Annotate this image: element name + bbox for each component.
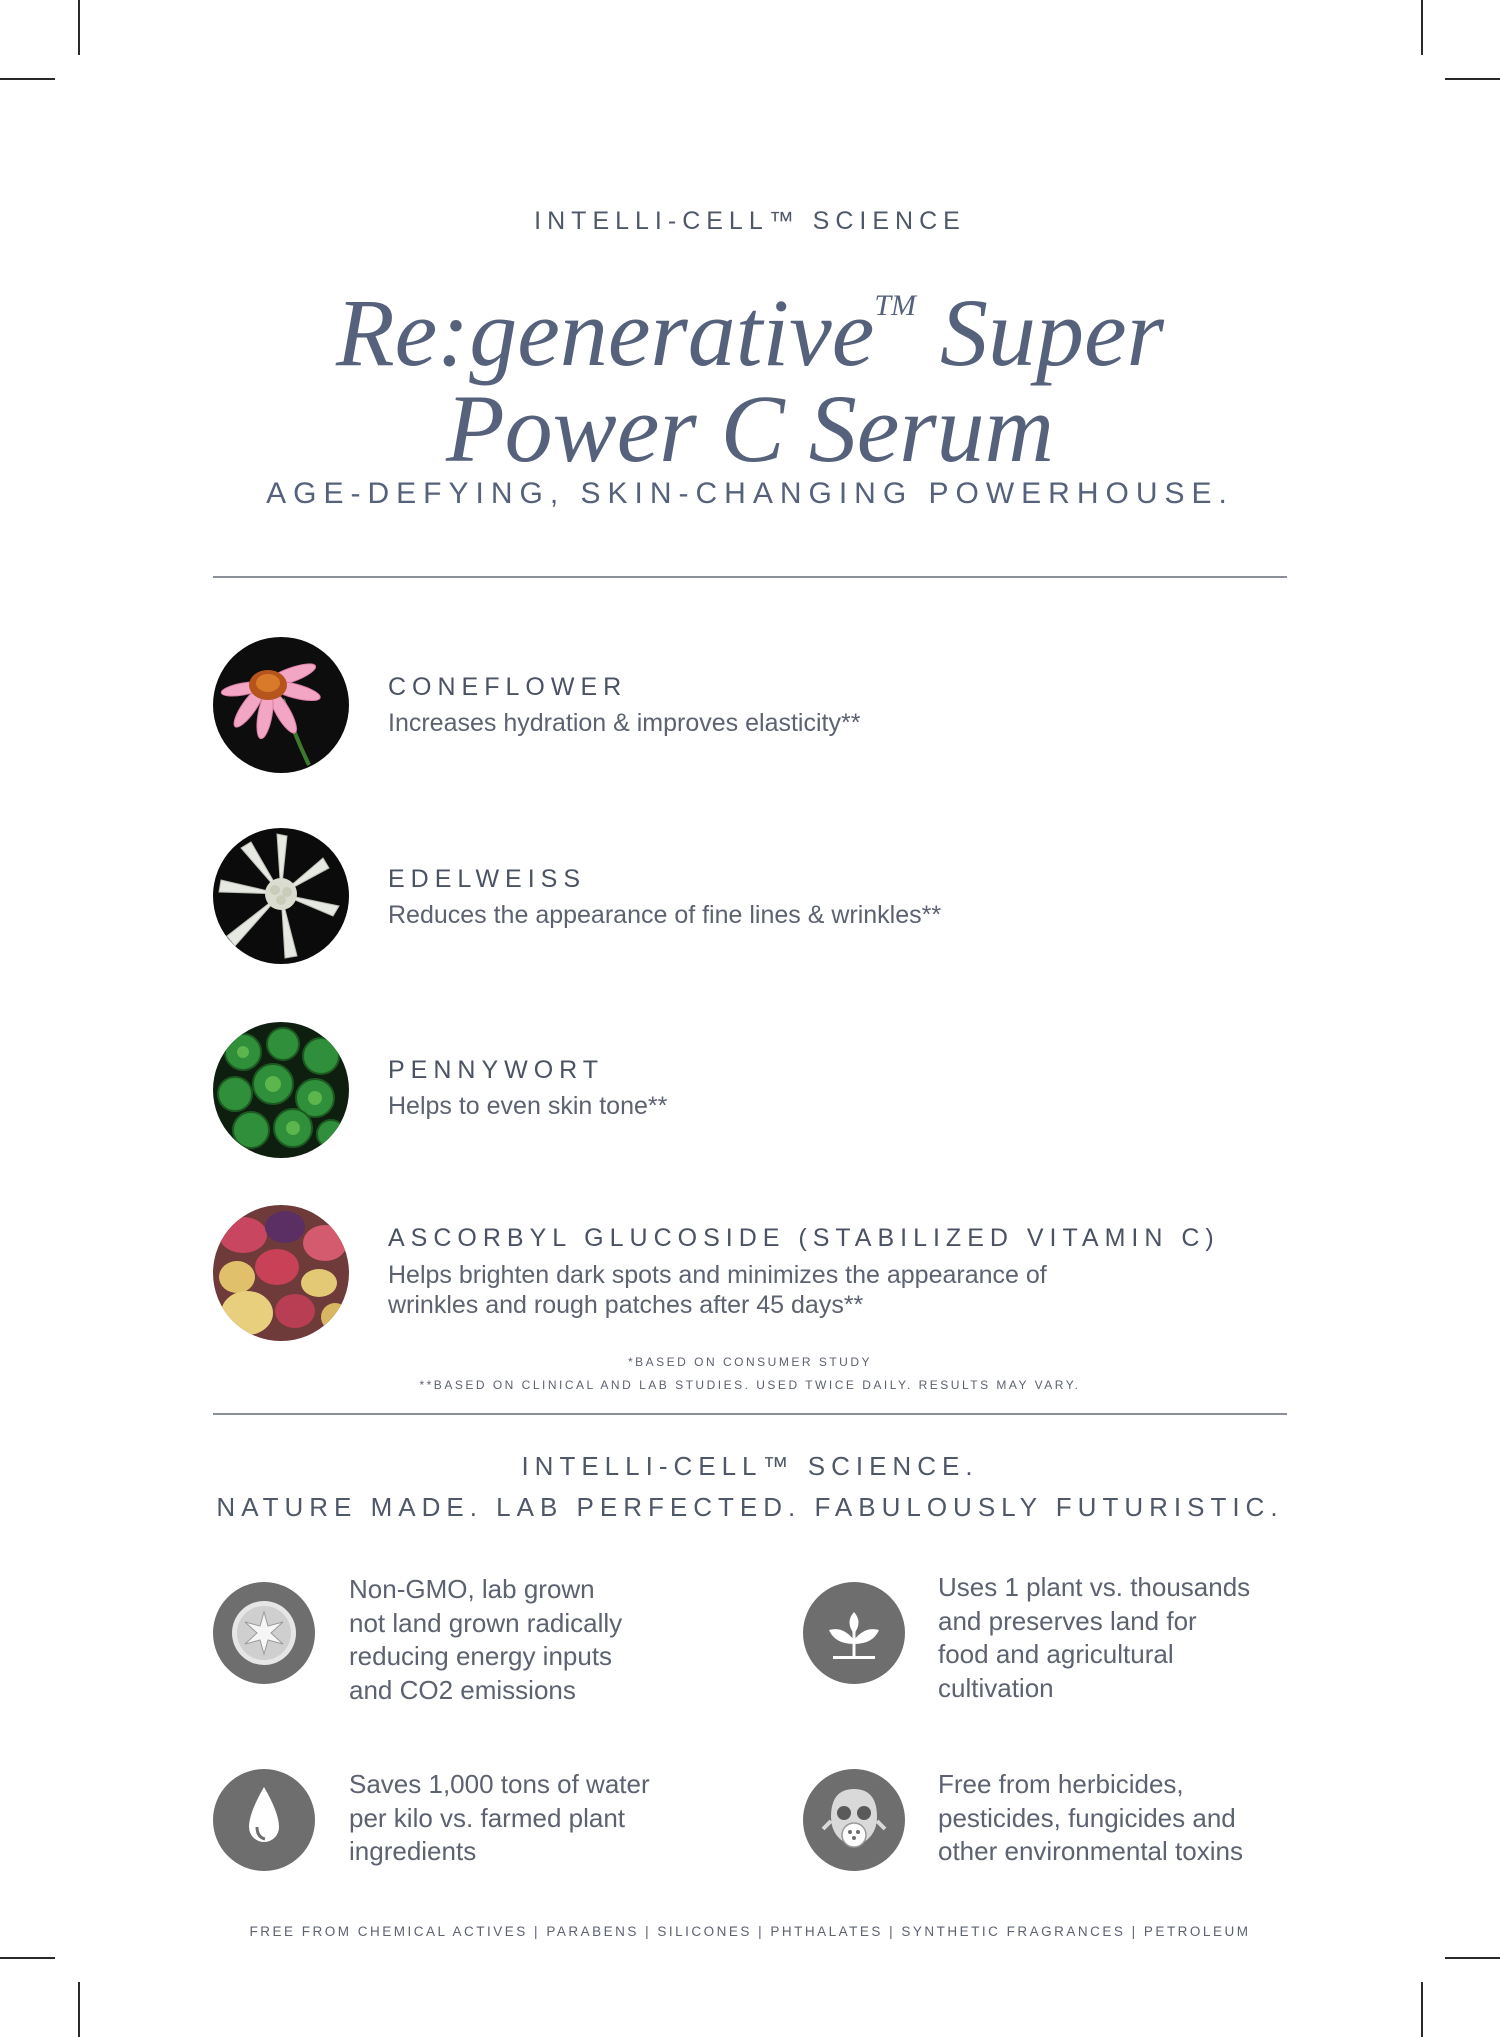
pennywort-image [213,1022,349,1158]
ingredient-name: PENNYWORT [388,1056,605,1084]
crop-mark [78,1982,80,2037]
footnote-consumer-study: *BASED ON CONSUMER STUDY [627,1355,873,1369]
sprout-icon [803,1582,905,1684]
crop-mark [1445,1957,1500,1959]
benefit-text [938,1571,1378,1705]
crop-mark [0,1957,55,1959]
ingredient-pennywort [213,1022,1293,1162]
benefit-lab-grown [213,1573,813,1713]
ingredient-description: Helps to even skin tone** [388,1092,668,1120]
title-word-regenerative: Re:generative [335,279,875,386]
gas-mask-icon [803,1769,905,1871]
benefit-text [938,1768,1378,1869]
ingredient-coneflower [213,637,1293,777]
description-line: Helps brighten dark spots and minimizes the appearance of [388,1261,1047,1289]
crop-mark [0,78,55,80]
ingredient-description [388,1260,1248,1320]
coneflower-image [213,637,349,773]
title-word-super: Super [940,279,1164,386]
benefit-line: Uses 1 plant vs. thousands [938,1572,1251,1602]
benefit-line: ingredients [349,1836,477,1866]
benefit-one-plant [803,1571,1403,1711]
trademark-mark: TM [874,289,917,322]
benefit-line: Non-GMO, lab grown [349,1574,595,1604]
science-subheading: NATURE MADE. LAB PERFECTED. FABULOUSLY FUTURISTIC. [216,1492,1284,1522]
ingredient-edelweiss [213,828,1293,968]
plant-cell-icon [213,1582,315,1684]
benefit-text [349,1768,789,1869]
crop-mark [1445,78,1500,80]
ingredient-name: CONEFLOWER [388,673,628,701]
benefit-line: not land grown radically [349,1607,623,1638]
description-line: wrinkles and rough patches after 45 days** [388,1291,864,1319]
benefit-line: reducing energy inputs [349,1641,613,1671]
title-line-1 [0,258,1500,386]
benefit-line: other environmental toxins [938,1836,1243,1866]
benefit-line: pesticides, fungicides and [938,1802,1236,1833]
benefit-line: per kilo vs. farmed plant [349,1802,626,1833]
product-title [0,258,1500,482]
benefit-line: food and agricultural [938,1639,1174,1669]
benefit-line: Saves 1,000 tons of water [349,1769,650,1799]
footnote-clinical-studies: **BASED ON CLINICAL AND LAB STUDIES. USED TWICE DAILY. RESULTS MAY VARY. [419,1378,1081,1392]
divider [213,576,1287,578]
benefit-line: Free from herbicides, [938,1769,1184,1799]
benefit-line: cultivation [938,1672,1054,1703]
ingredient-name: EDELWEISS [388,865,587,893]
benefit-saves-water [213,1768,813,1908]
ingredient-name: ASCORBYL GLUCOSIDE (STABILIZED VITAMIN C) [388,1224,1220,1252]
title-line-2: Power C Serum [446,375,1054,482]
edelweiss-image [213,828,349,964]
benefit-text [349,1573,789,1707]
benefit-line: and preserves land for [938,1605,1197,1636]
water-drop-icon [213,1769,315,1871]
ingredient-ascorbyl-glucoside [213,1205,1293,1345]
tagline: AGE-DEFYING, SKIN-CHANGING POWERHOUSE. [266,477,1234,510]
crop-mark [78,0,80,55]
kicker-text: INTELLI-CELL™ SCIENCE [534,207,966,235]
ingredient-description: Increases hydration & improves elasticity** [388,709,861,737]
free-from-list: FREE FROM CHEMICAL ACTIVES | PARABENS | SILICONES | PHTHALATES | SYNTHETIC FRAGRANCES | PETROLEUM [249,1924,1251,1939]
divider [213,1413,1287,1415]
ingredient-description: Reduces the appearance of fine lines & wrinkles** [388,901,942,929]
potatoes-image [213,1205,349,1341]
benefit-free-from-toxins [803,1768,1403,1908]
crop-mark [1421,0,1423,55]
benefit-line: and CO2 emissions [349,1674,576,1705]
crop-mark [1421,1982,1423,2037]
science-heading: INTELLI-CELL™ SCIENCE. [521,1451,979,1481]
